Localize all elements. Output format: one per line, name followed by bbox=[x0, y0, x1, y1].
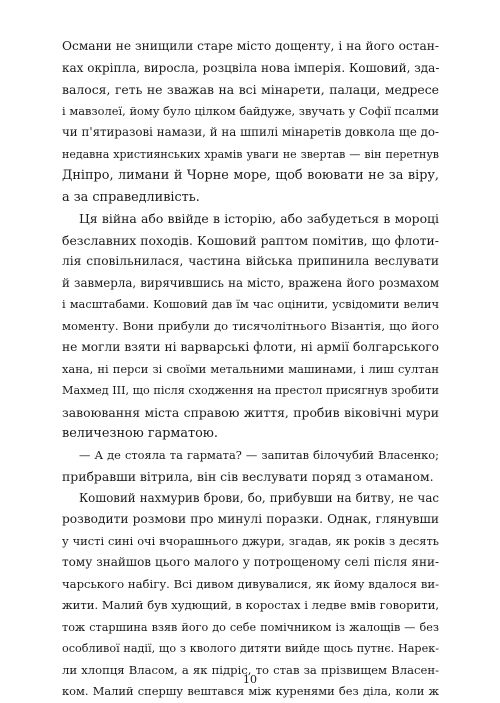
text-line: Ця війна або ввійде в історію, або забудеться в мороці bbox=[79, 211, 439, 226]
text-line: недавна християнських храмів уваги не звертав — він перетнув bbox=[62, 147, 439, 161]
text-line: жити. Малий був худющий, в коростах і ледве вмів говорити, bbox=[62, 598, 440, 612]
text-line: ках окріпла, виросла, розцвіла нова імперія. Кошовий, зда- bbox=[62, 60, 440, 75]
text-line: не могли взяти ні варварські флоти, ні армії болгарського bbox=[62, 340, 439, 354]
text-line: чарського набігу. Всі дивом дивувалися, як йому вдалося ви- bbox=[62, 576, 439, 591]
text-line: величезною гарматою. bbox=[62, 426, 218, 441]
text-line: ком. Малий спершу вештався між куренями без діла, коли ж bbox=[62, 684, 439, 698]
body-text bbox=[62, 36, 439, 703]
text-line: валося, геть не зважав на всі мінарети, палаци, медресе bbox=[62, 82, 439, 97]
text-line: чи п'ятиразові намази, й на шпилі мінаретів довкола ще до- bbox=[62, 125, 439, 139]
text-line: — А де стояла та гармата? — запитав білочубий Власенко; bbox=[79, 447, 439, 462]
text-line: Кошовий нахмурив брови, бо, прибувши на битву, не час bbox=[79, 490, 439, 505]
text-line: безславних походів. Кошовий раптом помітив, що флоти- bbox=[62, 232, 439, 248]
text-line: моменту. Вони прибули до тисячолітнього Візантія, що його bbox=[62, 318, 439, 333]
text-line: і мавзолеї, йому було цілком байдуже, звучать у Софії псалми bbox=[62, 103, 439, 118]
text-line: завоювання міста справою життя, пробив віковічні мури bbox=[62, 404, 439, 420]
text-line: ли хлопця Власом, а як підріс, то став за прізвищем Власен- bbox=[62, 662, 439, 677]
text-line: Махмед ІІІ, що після сходження на престол присягнув зробити bbox=[62, 384, 439, 397]
text-line: а за справедливість. bbox=[62, 189, 200, 205]
text-line: тому знайшов цього малого у потрощеному селі після яни- bbox=[62, 555, 439, 569]
text-line: розводити розмови про минулі поразки. Однак, глянувши bbox=[62, 512, 439, 526]
text-line: хана, ні перси зі своїми метальними машинами, і лиш султан bbox=[62, 361, 439, 376]
text-line: у чисті сині очі вчорашнього джури, згадав, як років з десять bbox=[62, 533, 439, 548]
text-line: Османи не знищили старе місто дощенту, і на його остан- bbox=[62, 39, 439, 53]
page-number: 10 bbox=[243, 673, 257, 686]
text-line: Дніпро, лимани й Чорне море, щоб воювати не за віру, bbox=[62, 168, 439, 183]
text-line: й завмерла, вирячившись на місто, вражена його розмахом bbox=[62, 275, 439, 290]
text-line: і масштабами. Кошовий дав їм час оцінити, усвідомити велич bbox=[62, 297, 439, 311]
text-line: прибравши вітрила, він сів веслувати поряд з отаманом. bbox=[62, 469, 434, 484]
text-line: тож старшина взяв його до себе помічником із жалощів — без bbox=[62, 620, 439, 634]
text-line: лія сповільнилася, частина війська припинила веслувати bbox=[62, 254, 439, 268]
text-line: особливої надії, що з кволого дитяти вийде щось путнє. Нарек- bbox=[62, 642, 439, 655]
